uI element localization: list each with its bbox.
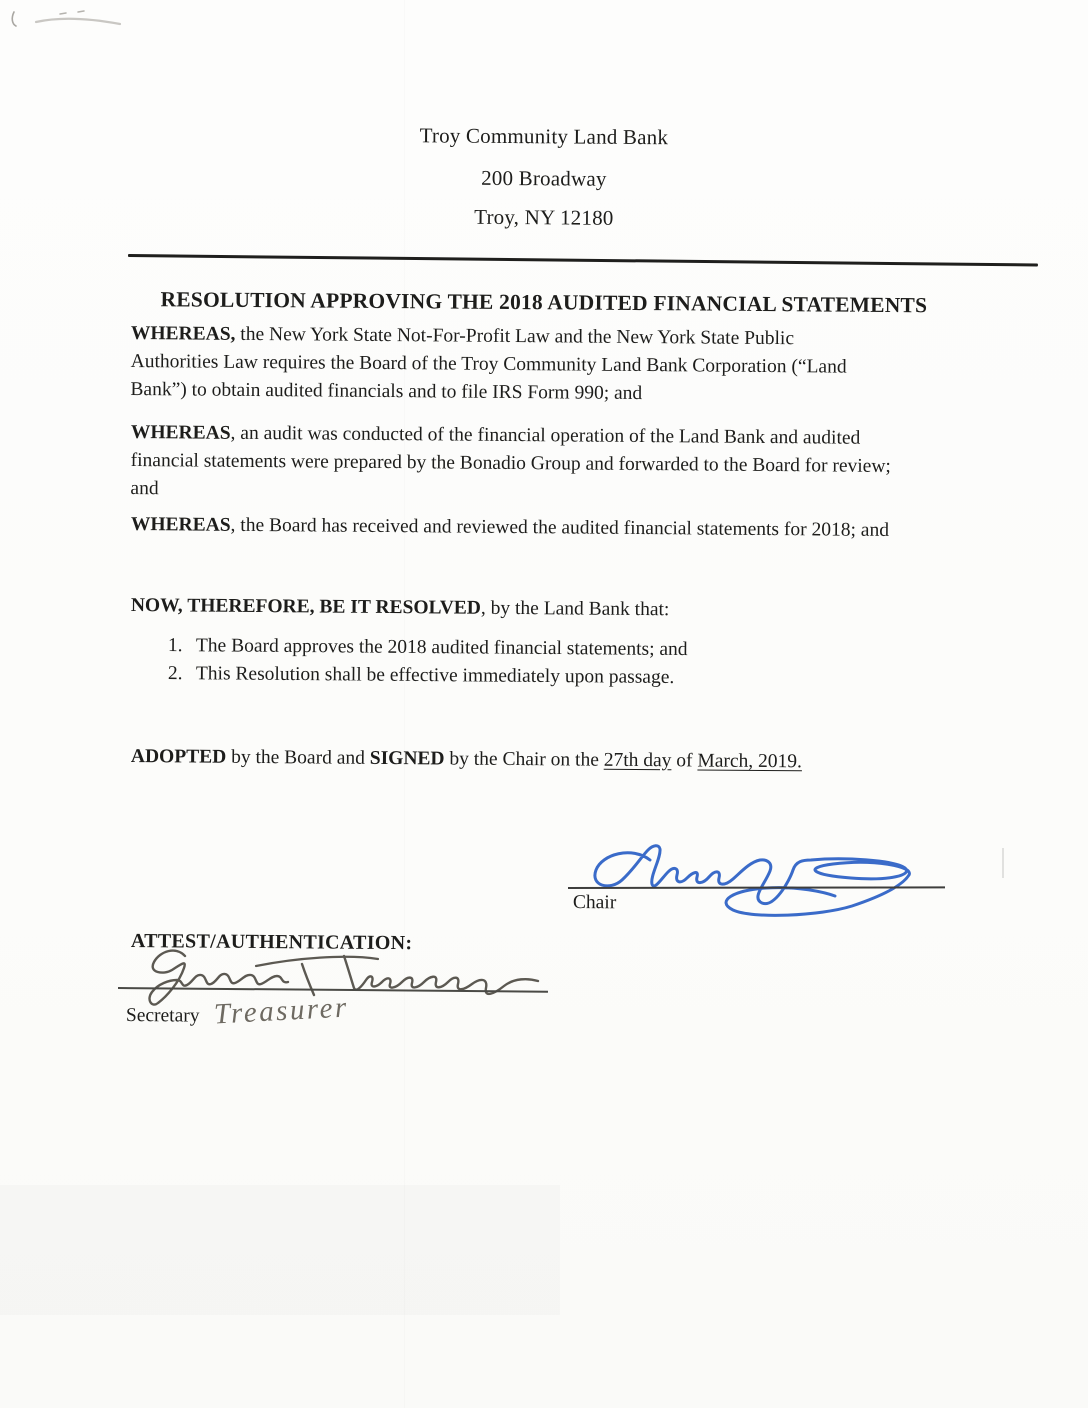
item-number: 1. [167, 635, 183, 657]
adopted-text: by the Board and [226, 746, 370, 769]
paragraph-line [131, 592, 670, 624]
whereas-lead: WHEREAS [130, 513, 231, 536]
whereas-paragraph-2 [130, 419, 891, 509]
paragraph-text: , an audit was conducted of the financial operation of the Land Bank and audited [230, 422, 861, 449]
resolution-item-1 [168, 635, 688, 661]
item-number: 2. [167, 663, 183, 685]
whereas-lead: WHEREAS, [130, 322, 236, 345]
adopted-text: of [671, 750, 698, 772]
whereas-lead: WHEREAS [130, 421, 231, 444]
chair-label: Chair [572, 892, 617, 914]
paragraph-line: Bank”) to obtain audited financials and to file IRS Form 990; and [130, 378, 643, 405]
org-street: 200 Broadway [481, 165, 607, 191]
adopted-text: by the Chair on the [444, 748, 604, 771]
resolution-item-2 [168, 663, 675, 689]
resolved-clause [131, 592, 670, 624]
header-divider [128, 254, 1038, 267]
item-text: The Board approves the 2018 audited financial statements; and [195, 635, 688, 661]
whereas-paragraph-1 [130, 320, 847, 410]
page-title: RESOLUTION APPROVING THE 2018 AUDITED FINANCIAL STATEMENTS [160, 287, 928, 318]
org-name: Troy Community Land Bank [419, 123, 669, 150]
adoption-clause [131, 746, 802, 773]
signed-word: SIGNED [369, 747, 445, 770]
org-city: Troy, NY 12180 [474, 204, 614, 230]
resolved-text: , by the Land Bank that: [480, 597, 670, 621]
adopted-word: ADOPTED [130, 746, 227, 768]
resolved-lead: NOW, THEREFORE, BE IT RESOLVED [130, 594, 482, 619]
item-text: This Resolution shall be effective immediately upon passage. [195, 663, 675, 688]
attest-heading: ATTEST/AUTHENTICATION: [130, 930, 413, 955]
paragraph-text: the New York State Not-For-Profit Law and the New York State Public [235, 323, 795, 350]
paragraph-line: financial statements were prepared by the Bonadio Group and forwarded to the Board for review; [130, 449, 891, 477]
paragraph-text: , the Board has received and reviewed the audited financial statements for 2018; and [230, 514, 890, 541]
treasurer-handwritten-note: Treasurer [213, 991, 350, 1031]
secretary-label: Secretary [125, 1005, 200, 1027]
paragraph-line: Authorities Law requires the Board of the Troy Community Land Bank Corporation (“Land [130, 350, 847, 378]
adoption-day: 27th day [603, 749, 672, 772]
whereas-paragraph-3 [131, 511, 889, 545]
adoption-date: March, 2019. [697, 750, 803, 773]
scan-artifact-icon [8, 6, 138, 36]
scan-smudge [1002, 848, 1004, 878]
paragraph-line [131, 511, 889, 545]
paragraph-line: and [130, 477, 159, 500]
